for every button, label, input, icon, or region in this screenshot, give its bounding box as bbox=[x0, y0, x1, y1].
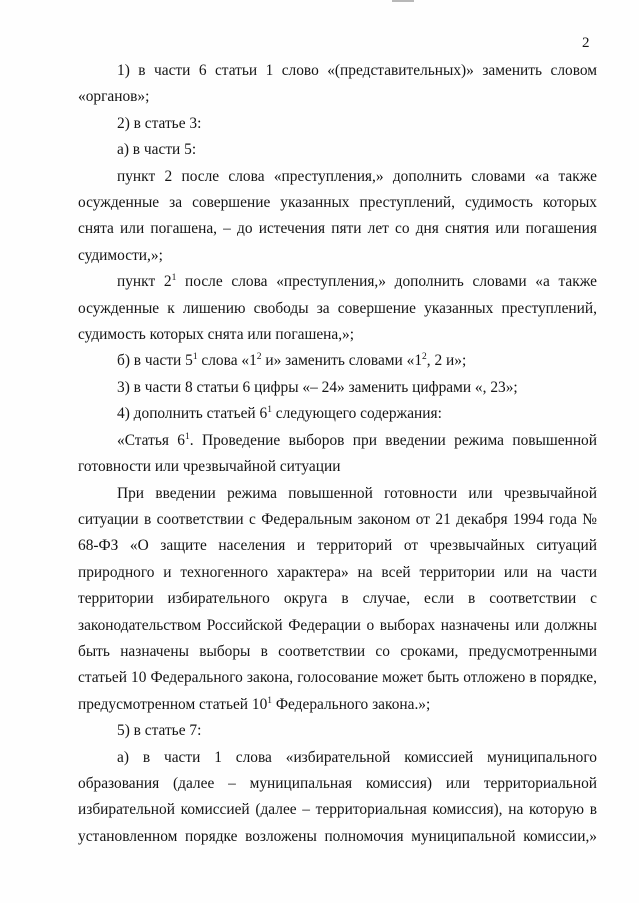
paragraph-add-article6-1: 4) дополнить статьей $6^1$ следующего содержания: bbox=[117, 405, 442, 423]
scan-artifact bbox=[392, 0, 414, 2]
article-6-1-body: При введении режима повышенной готовности или чрезвычайной ситуации в соответствии с Федеральным законом от 21 декабря 1994 года № 68-ФЗ «О защите населения и территорий от чрезвычайных ситуаций природного и техногенного характера» на всей территории или на части территории избирательного округа в случае, если в соответствии с законодательством Российской Федерации о выборах назначены или должны быть назначены выборы в соответствии со сроками, предусмотренными статьей 10 Федерального закона, голосование может быть отложено в порядке, предусмотренном статьей $10^1$ Федерального закона.»; bbox=[78, 484, 597, 713]
paragraph-article6-part8: 3) в части 8 статьи 6 цифры «– 24» заменить цифрами «, 23»; bbox=[117, 378, 518, 396]
paragraph-article3-part5: а) в части 5: bbox=[117, 141, 197, 159]
superscript: 2 bbox=[422, 352, 427, 363]
superscript: 2 bbox=[256, 352, 262, 363]
superscript: 1 bbox=[267, 405, 272, 416]
paragraph-point2: пункт 2 после слова «преступления,» дополнить словами «а также осужденные за совершение указанных преступлений, судимость которых снята или погашена, – до истечения пяти лет со дня снятия или погашения судимости,»; bbox=[78, 167, 597, 264]
article-6-1-heading: «Статья $6^1$. Проведение выборов при введении режима повышенной готовности или чрезвычайной ситуации bbox=[78, 431, 597, 476]
page-number: 2 bbox=[582, 35, 590, 51]
paragraph-point2-1: пункт $2^1$ после слова «преступления,» дополнить словами «а также осужденные к лишению свободы за совершение указанных преступлений, судимость которых снята или погашена,»; bbox=[78, 273, 597, 344]
superscript: 1 bbox=[192, 352, 198, 363]
paragraph-article7: 5) в статье 7: bbox=[117, 722, 202, 740]
paragraph-part5-1: б) в части $5^1$ слова «$1^2$ и» заменить словами «$1^2$, 2 и»; bbox=[117, 352, 467, 370]
superscript: 1 bbox=[171, 273, 177, 284]
paragraph-article3: 2) в статье 3: bbox=[117, 114, 202, 132]
paragraph-part6-article1: 1) в части 6 статьи 1 слово «(представительных)» заменить словом «органов»; bbox=[78, 62, 597, 106]
paragraph-article7-part1: а) в части 1 слова «избирательной комиссией муниципального образования (далее – муниципальная комиссия) или территориальной избирательной комиссией (далее – территориальная комиссия), на которую в установленном порядке возложены полномочия муниципальной комиссии,» bbox=[78, 748, 597, 845]
superscript: 1 bbox=[267, 695, 273, 706]
superscript: 1 bbox=[185, 431, 190, 442]
document-body bbox=[78, 58, 597, 850]
